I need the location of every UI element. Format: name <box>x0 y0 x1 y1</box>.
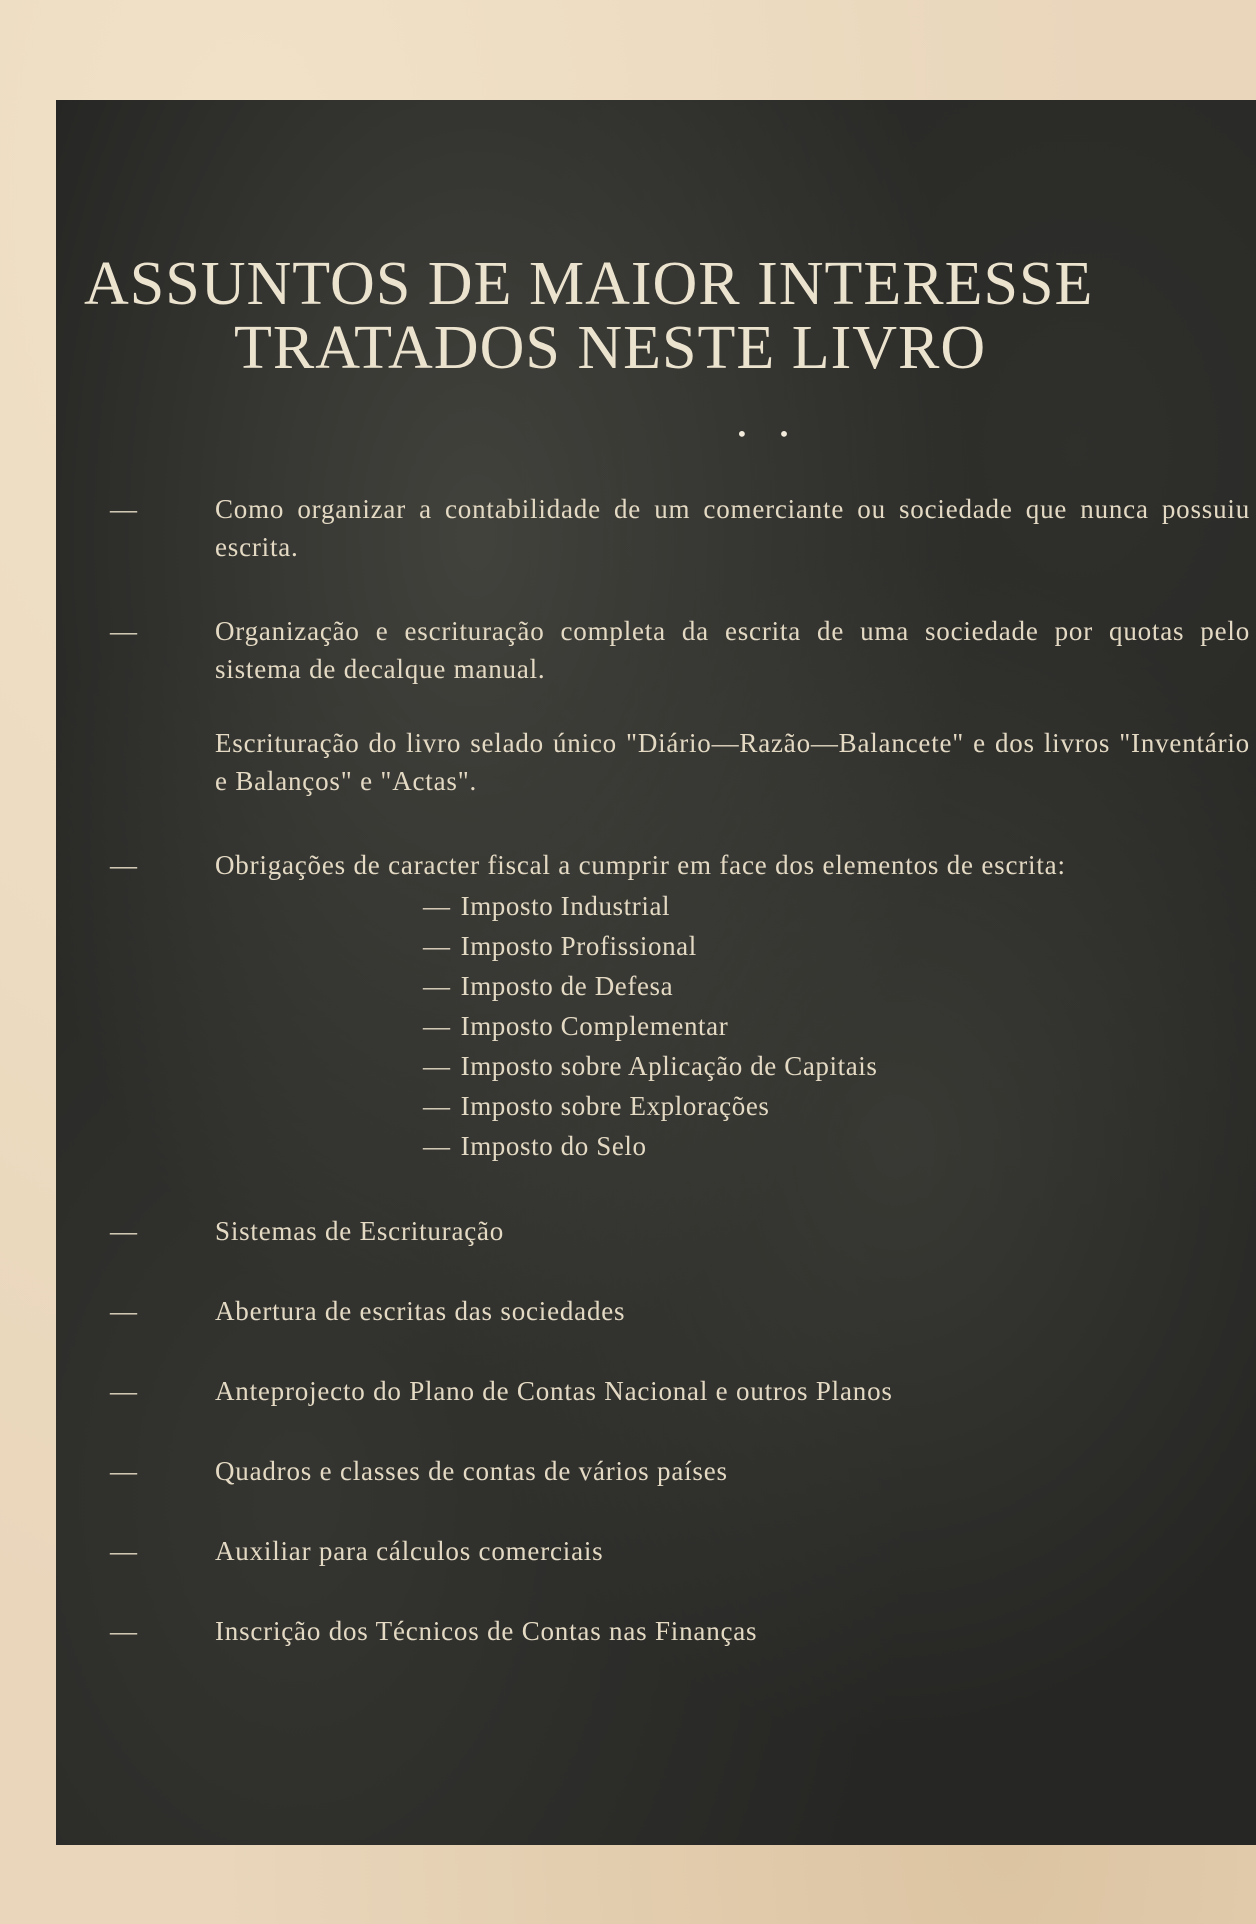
sub-item-text: Imposto Complementar <box>460 1011 729 1041</box>
sub-list-item <box>423 886 1250 926</box>
sub-dash: — <box>423 1051 451 1081</box>
list-item <box>110 846 1250 1166</box>
tax-sublist <box>215 886 1250 1166</box>
sub-item-text: Imposto sobre Explorações <box>460 1091 770 1121</box>
item-dash: — <box>110 850 137 880</box>
sub-item-text: Imposto Profissional <box>460 931 697 961</box>
sub-item-text: Imposto do Selo <box>460 1131 647 1161</box>
list-item <box>110 1452 1250 1490</box>
item-text: Escrituração do livro selado único "Diário—Razão—Balancete" e dos livros "Inventário e Balanços" e "Actas". <box>215 728 1250 796</box>
item-text: Auxiliar para cálculos comerciais <box>215 1536 604 1566</box>
item-text: Anteprojecto do Plano de Contas Nacional e outros Planos <box>215 1376 893 1406</box>
ornament-dots: • • <box>736 422 802 446</box>
item-text: Quadros e classes de contas de vários países <box>215 1456 728 1486</box>
cover-title <box>84 252 1256 380</box>
item-text: Como organizar a contabilidade de um comerciante ou sociedade que nunca possuiu escrita. <box>215 494 1250 562</box>
item-text: Abertura de escritas das sociedades <box>215 1296 626 1326</box>
sub-list-item <box>423 1046 1250 1086</box>
item-dash: — <box>110 1536 137 1566</box>
item-text: Sistemas de Escrituração <box>215 1216 505 1246</box>
sub-dash: — <box>423 971 451 1001</box>
item-dash: — <box>110 1216 137 1246</box>
sub-dash: — <box>423 1011 451 1041</box>
list-item <box>110 1292 1250 1330</box>
list-item <box>110 1532 1250 1570</box>
title-line-1: ASSUNTOS DE MAIOR INTERESSE <box>84 250 1094 318</box>
item-dash: — <box>110 1376 137 1406</box>
sub-dash: — <box>423 1091 451 1121</box>
item-dash: — <box>110 494 137 524</box>
item-dash: — <box>110 616 137 646</box>
list-item <box>110 1372 1250 1410</box>
sub-dash: — <box>423 891 451 921</box>
item-text: Organização e escrituração completa da escrita de uma sociedade por quotas pelo sistema de decalque manual. <box>215 616 1250 684</box>
item-text: Inscrição dos Técnicos de Contas nas Finanças <box>215 1616 758 1646</box>
sub-item-text: Imposto Industrial <box>460 891 671 921</box>
sub-list-item <box>423 1126 1250 1166</box>
sub-list-item <box>423 966 1250 1006</box>
sub-dash: — <box>423 1131 451 1161</box>
sub-list-item <box>423 1006 1250 1046</box>
item-dash: — <box>110 1616 137 1646</box>
dark-text-panel <box>56 100 1256 1845</box>
title-line-2: TRATADOS NESTE LIVRO <box>234 314 987 382</box>
item-dash: — <box>110 1456 137 1486</box>
sub-item-text: Imposto sobre Aplicação de Capitais <box>460 1051 878 1081</box>
list-item <box>110 1212 1250 1250</box>
list-item <box>110 490 1250 566</box>
item-dash: — <box>110 1296 137 1326</box>
list-item <box>110 612 1250 688</box>
sub-item-text: Imposto de Defesa <box>460 971 674 1001</box>
topics-list <box>110 490 1250 1692</box>
list-item <box>110 1612 1250 1650</box>
sub-list-item <box>423 926 1250 966</box>
list-item <box>110 724 1250 800</box>
item-text: Obrigações de caracter fiscal a cumprir em face dos elementos de escrita: <box>215 850 1066 880</box>
sub-dash: — <box>423 931 451 961</box>
sub-list-item <box>423 1086 1250 1126</box>
